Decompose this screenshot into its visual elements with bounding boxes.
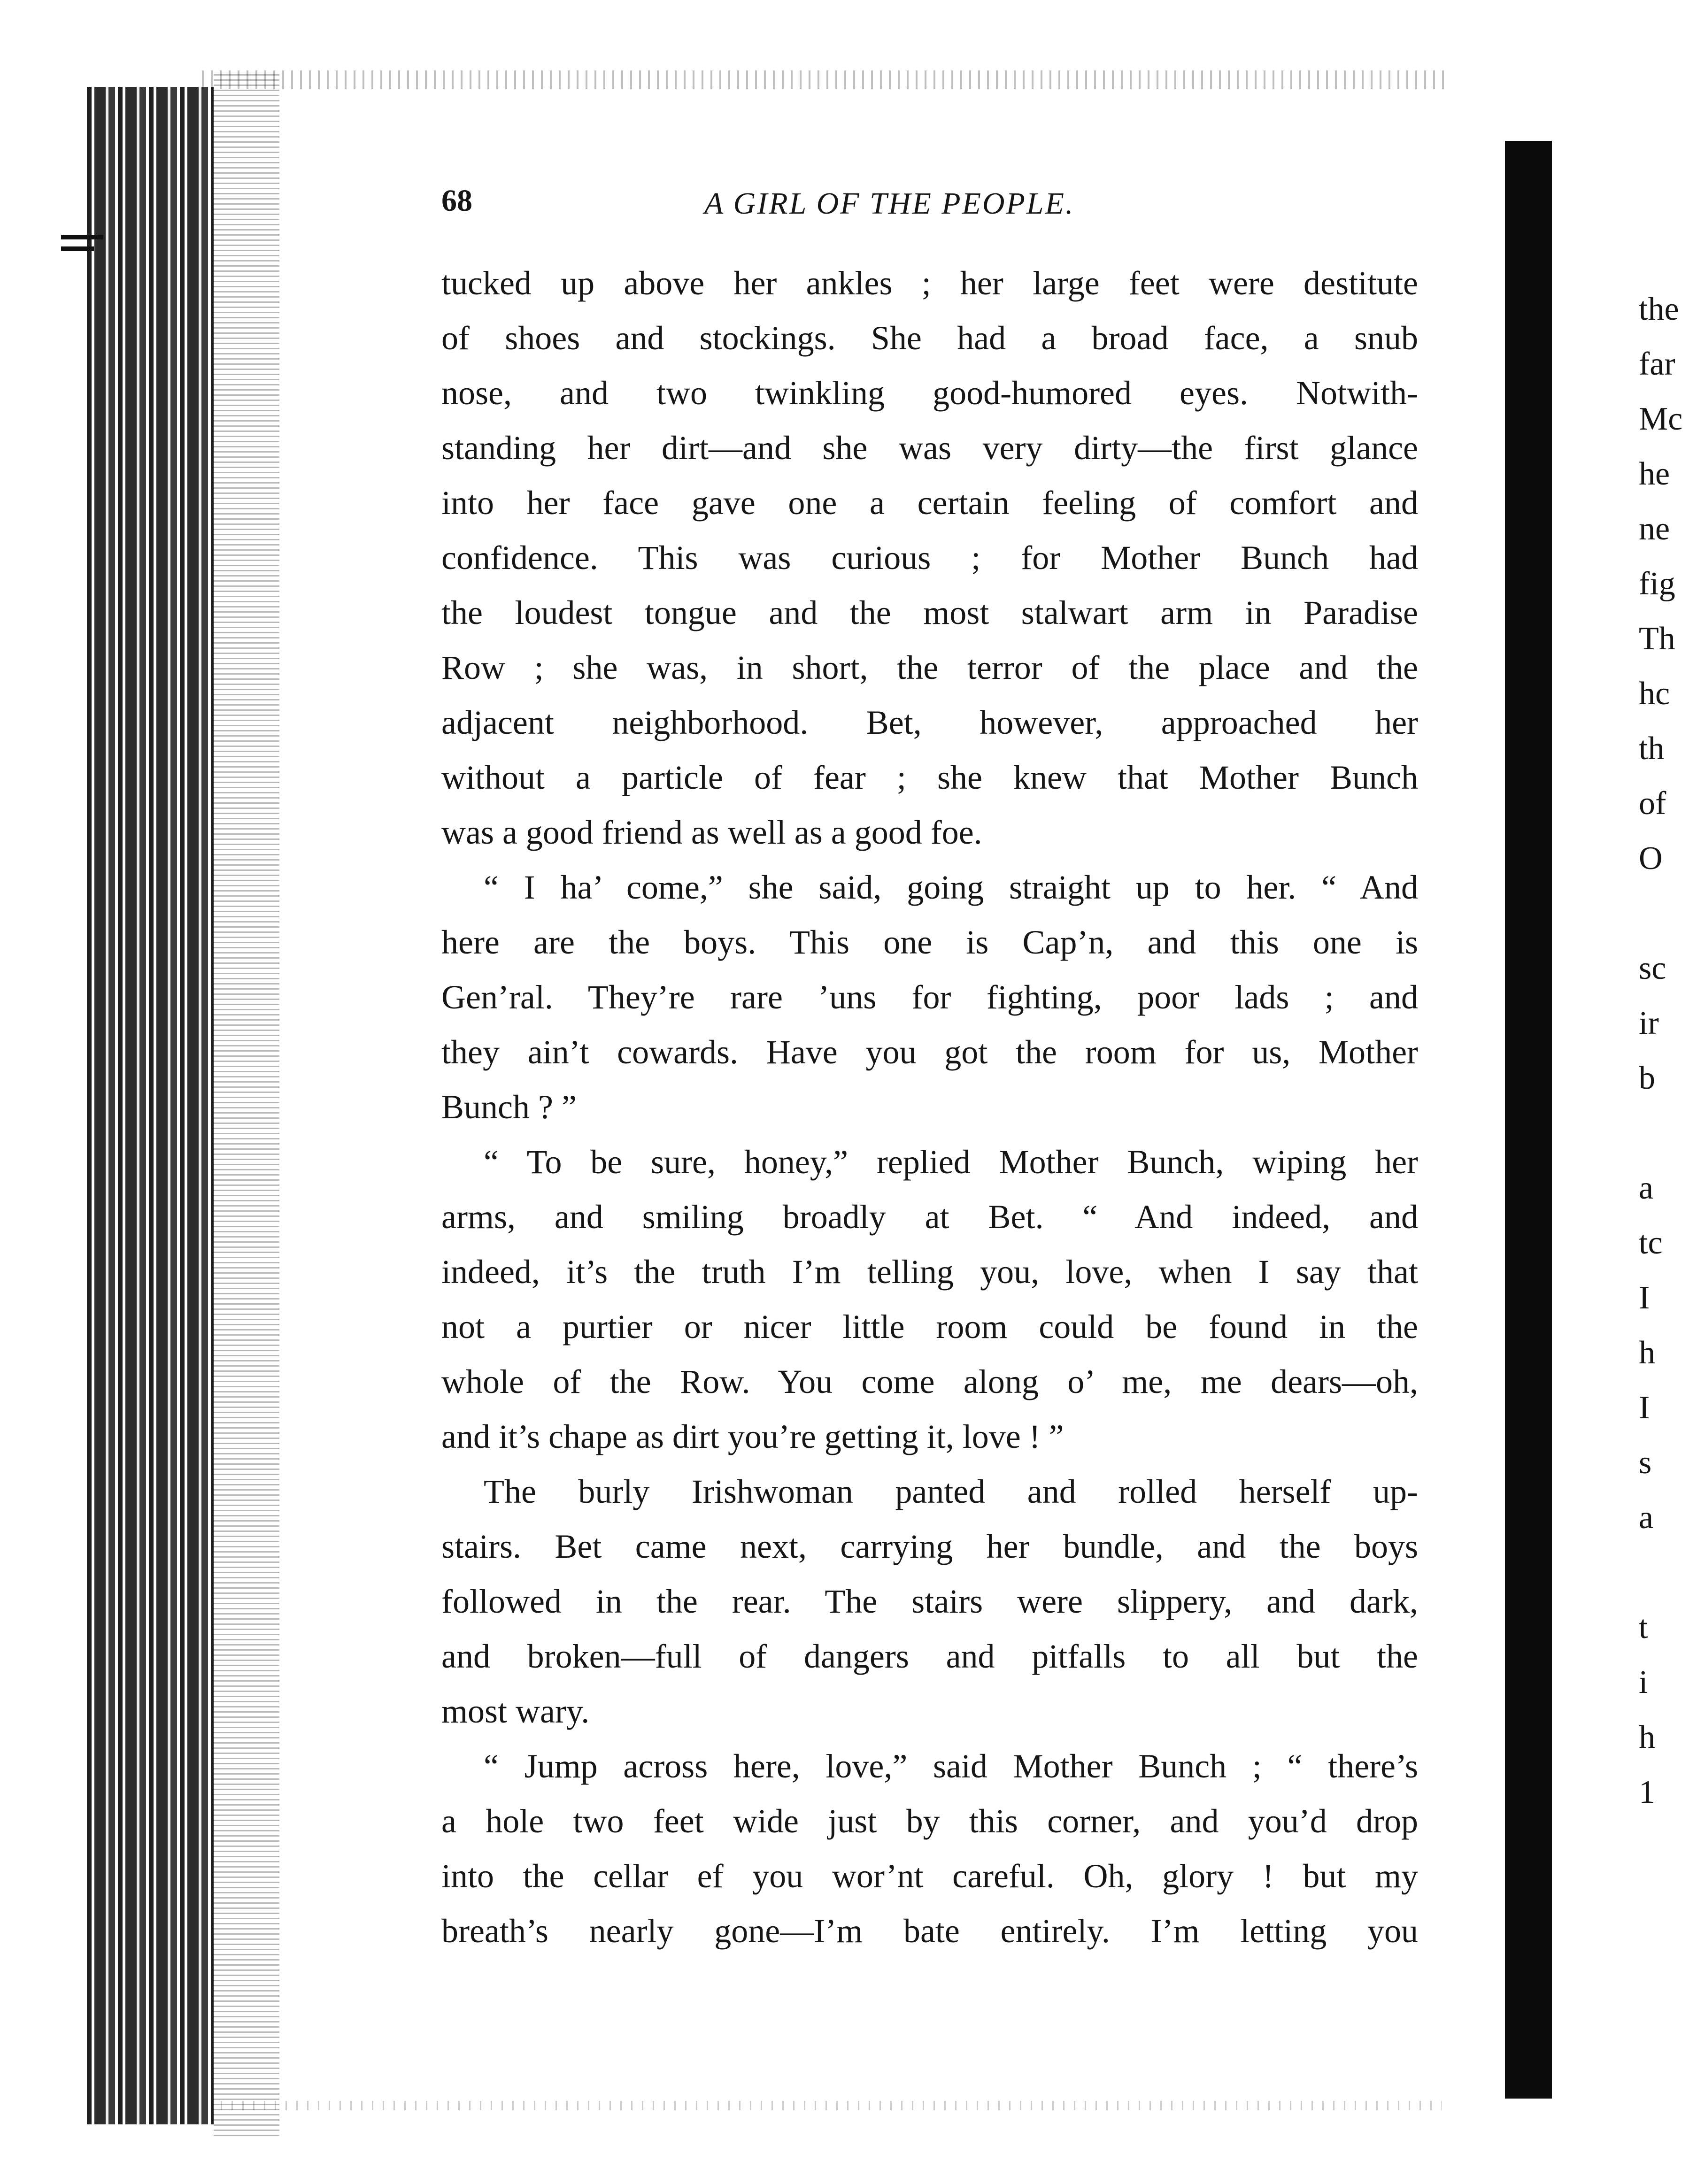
facing-fragment: b xyxy=(1639,1060,1655,1096)
text-line: followed in the rear. The stairs were slippery, and dark, xyxy=(441,1583,1418,1620)
text-line: standing her dirt—and she was very dirty—the first glance xyxy=(441,429,1418,467)
text-line: “ I ha’ come,” she said, going straight up to her. “ And xyxy=(484,869,1418,906)
text-line: adjacent neighborhood. Bet, however, approached her xyxy=(441,704,1418,741)
facing-fragment: I xyxy=(1639,1280,1650,1316)
running-head: A GIRL OF THE PEOPLE. xyxy=(704,186,1075,221)
text-line: a hole two feet wide just by this corner, and you’d drop xyxy=(441,1802,1418,1840)
text-line: of shoes and stockings. She had a broad face, a snub xyxy=(441,319,1418,357)
facing-fragment: h xyxy=(1639,1335,1655,1371)
text-line: arms, and smiling broadly at Bet. “ And indeed, and xyxy=(441,1198,1418,1236)
text-line: “ Jump across here, love,” said Mother Bunch ; “ there’s xyxy=(484,1747,1418,1785)
text-line: tucked up above her ankles ; her large feet were destitute xyxy=(441,264,1418,302)
scan-edge-mark xyxy=(61,235,103,239)
text-line: most wary. xyxy=(441,1692,590,1730)
facing-fragment: t xyxy=(1639,1609,1648,1646)
text-line: not a purtier or nicer little room could be found in the xyxy=(441,1308,1418,1346)
facing-fragment: he xyxy=(1639,456,1670,492)
scan-edge-mark xyxy=(61,246,94,251)
facing-fragment: s xyxy=(1639,1445,1652,1481)
facing-fragment: ne xyxy=(1639,511,1670,547)
text-line: here are the boys. This one is Cap’n, and this one is xyxy=(441,923,1418,961)
facing-fragment: ir xyxy=(1639,1005,1659,1041)
facing-fragment: tc xyxy=(1639,1225,1663,1261)
text-line: “ To be sure, honey,” replied Mother Bunch, wiping her xyxy=(484,1143,1418,1181)
facing-fragment: th xyxy=(1639,731,1665,767)
facing-fragment: a xyxy=(1639,1500,1654,1536)
text-line: without a particle of fear ; she knew that Mother Bunch xyxy=(441,759,1418,796)
text-line: into her face gave one a certain feeling of comfort and xyxy=(441,484,1418,522)
left-binding-scan-edge xyxy=(87,87,214,2124)
text-line: and it’s chape as dirt you’re getting it, love ! ” xyxy=(441,1418,1064,1455)
facing-fragment: O xyxy=(1639,840,1663,877)
page-number: 68 xyxy=(441,184,472,218)
facing-fragment: far xyxy=(1639,346,1675,382)
text-line: whole of the Row. You come along o’ me, me dears—oh, xyxy=(441,1363,1418,1400)
text-line: stairs. Bet came next, carrying her bundle, and the boys xyxy=(441,1528,1418,1565)
text-line: confidence. This was curious ; for Mother Bunch had xyxy=(441,539,1418,577)
top-scan-noise xyxy=(202,70,1446,89)
text-line: Gen’ral. They’re rare ’uns for fighting, poor lads ; and xyxy=(441,978,1418,1016)
text-line: nose, and two twinkling good-humored eyes. Notwith- xyxy=(441,374,1418,412)
facing-fragment: h xyxy=(1639,1719,1655,1755)
text-line: Bunch ? ” xyxy=(441,1088,577,1126)
facing-fragment: the xyxy=(1639,291,1679,327)
facing-fragment: i xyxy=(1639,1664,1648,1700)
facing-page-fragments xyxy=(1639,282,1697,1820)
right-binding-scan-edge xyxy=(1505,141,1552,2099)
text-line: breath’s nearly gone—I’m bate entirely. I’m letting you xyxy=(441,1912,1418,1950)
body-text xyxy=(441,256,1418,1959)
text-line: they ain’t cowards. Have you got the room for us, Mother xyxy=(441,1033,1418,1071)
facing-fragment: sc xyxy=(1639,950,1666,986)
facing-fragment: of xyxy=(1639,785,1666,822)
facing-fragment: Mc xyxy=(1639,401,1683,437)
text-line: and broken—full of dangers and pitfalls to all but the xyxy=(441,1638,1418,1675)
facing-fragment: 1 xyxy=(1639,1774,1655,1810)
text-line: the loudest tongue and the most stalwart arm in Paradise xyxy=(441,594,1418,631)
facing-fragment: Th xyxy=(1639,621,1675,657)
text-line: Row ; she was, in short, the terror of the place and the xyxy=(441,649,1418,686)
left-gutter-shadow xyxy=(214,70,279,2136)
text-line: The burly Irishwoman panted and rolled herself up- xyxy=(484,1473,1418,1510)
facing-fragment: hc xyxy=(1639,676,1670,712)
facing-fragment: fig xyxy=(1639,566,1675,602)
facing-fragment: I xyxy=(1639,1390,1650,1426)
facing-fragment: a xyxy=(1639,1170,1654,1206)
bottom-scan-noise xyxy=(221,2101,1442,2110)
text-line: indeed, it’s the truth I’m telling you, love, when I say that xyxy=(441,1253,1418,1291)
text-line: was a good friend as well as a good foe. xyxy=(441,814,982,851)
text-line: into the cellar ef you wor’nt careful. Oh, glory ! but my xyxy=(441,1857,1418,1895)
